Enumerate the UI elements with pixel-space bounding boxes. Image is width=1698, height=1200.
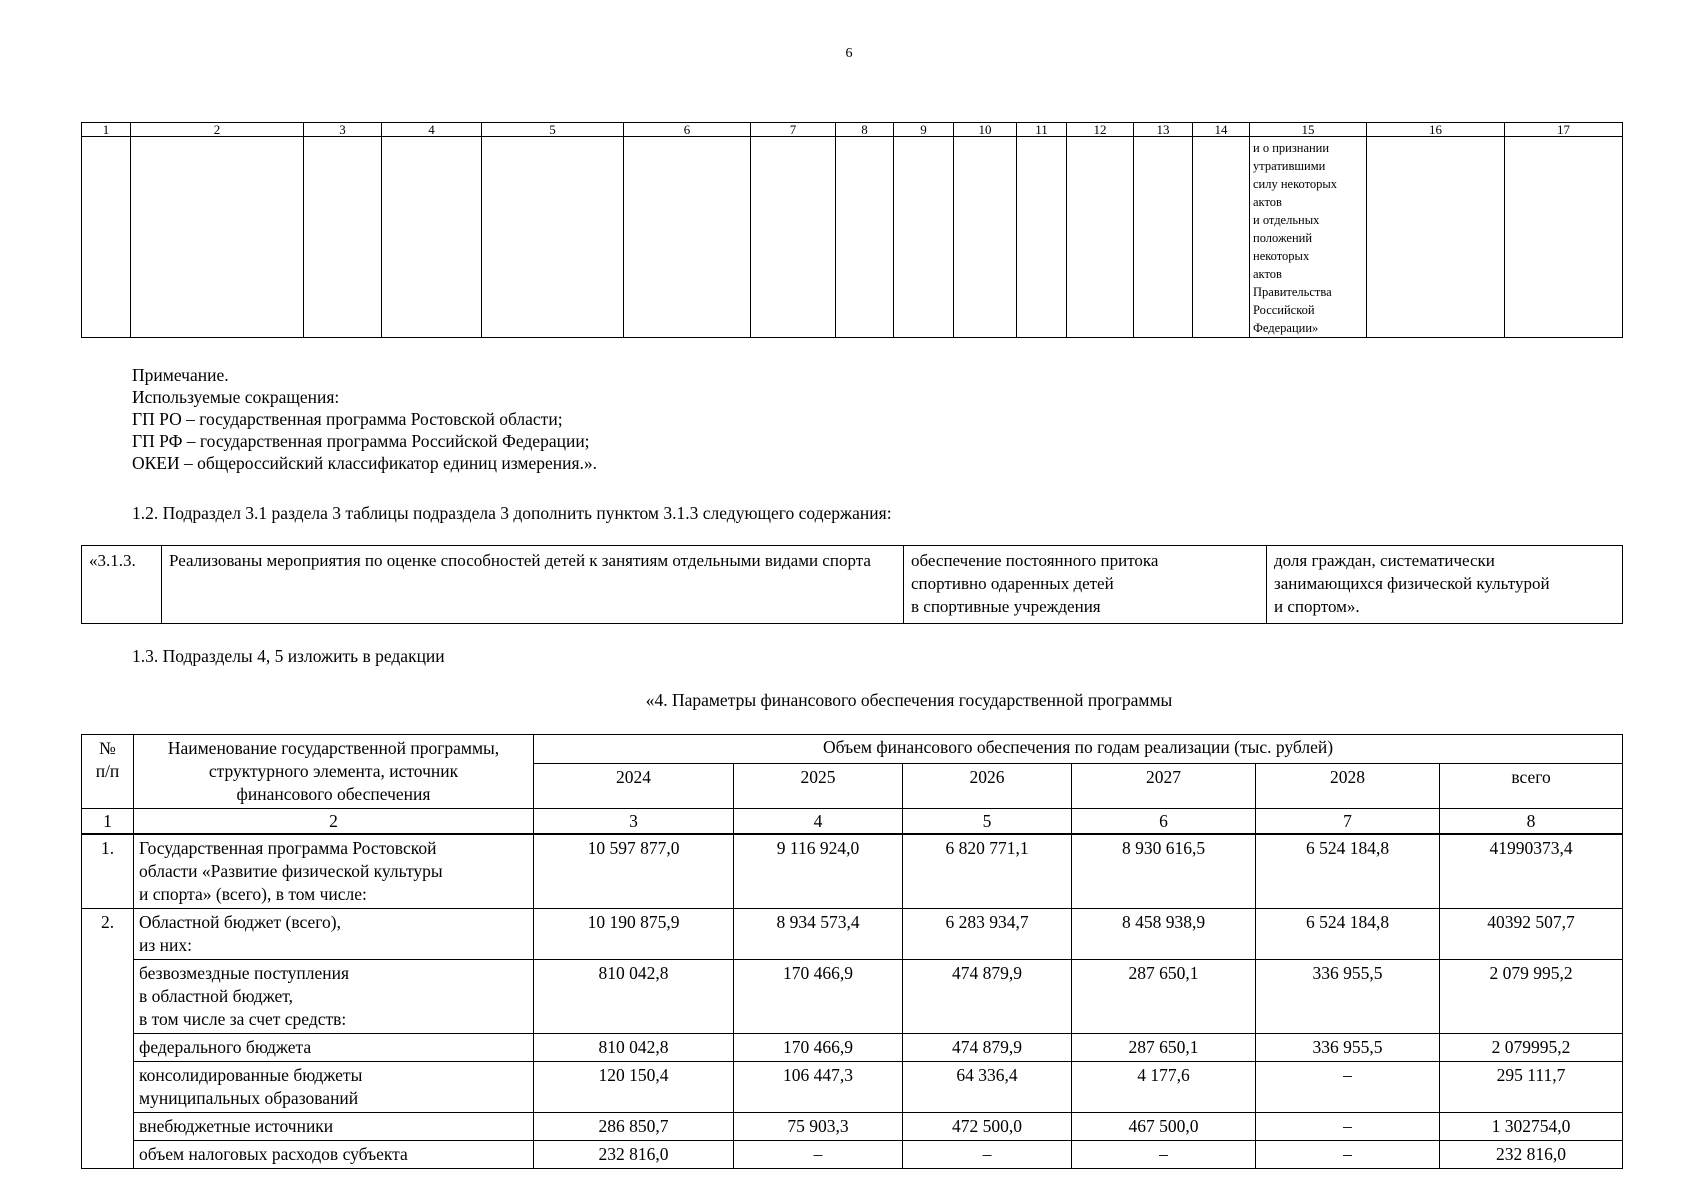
value-cell: 2 079995,2 [1440,1034,1623,1062]
value-cell: 467 500,0 [1072,1113,1256,1141]
cell-text-line: безвозмездные поступления [139,963,350,983]
table-cell [751,137,836,338]
item-number: «3.1.3. [82,546,162,624]
row-name-cell [134,1062,534,1113]
value-cell: – [734,1141,903,1169]
column-number-cell: 8 [1440,809,1623,835]
row-name-cell [134,909,534,960]
table-cell [1017,137,1067,338]
cell-text-line: консолидированные бюджеты [139,1065,363,1085]
paragraph-1-2: 1.2. Подраздел 3.1 раздела 3 таблицы подраздела 3 дополнить пунктом 3.1.3 следующего содержания: [132,503,892,523]
value-cell: 170 466,9 [734,1034,903,1062]
table-row [82,1062,1623,1113]
paragraph-1-3: 1.3. Подразделы 4, 5 изложить в редакции [132,646,445,666]
table-row [82,1113,1623,1141]
value-cell: 8 934 573,4 [734,909,903,960]
value-cell: 75 903,3 [734,1113,903,1141]
value-cell: 2 079 995,2 [1440,960,1623,1034]
header-year-cell: 2027 [1072,764,1256,809]
table-row [82,546,1623,624]
value-cell: 474 879,9 [903,1034,1072,1062]
cell-text-line: области «Развитие физической культуры [139,861,443,881]
column-number-cell: 3 [304,123,382,137]
cell-text-line: доля граждан, систематически [1274,551,1495,570]
value-cell: 232 816,0 [1440,1141,1623,1169]
column-number-cell: 8 [836,123,894,137]
header-num [82,735,134,809]
column-number-cell: 2 [134,809,534,835]
column-number-cell: 10 [954,123,1017,137]
value-cell: 287 650,1 [1072,960,1256,1034]
cell-text-line: в спортивные учреждения [911,597,1101,616]
header-text-line: № [99,738,116,758]
effect-cell [904,546,1267,624]
value-cell: 232 816,0 [534,1141,734,1169]
column-number-cell: 16 [1367,123,1505,137]
column-number-cell: 7 [1256,809,1440,835]
row-name-cell [134,960,534,1034]
table-cell [131,137,304,338]
cell-text-line: в областной бюджет, [139,986,293,1006]
value-cell: 336 955,5 [1256,1034,1440,1062]
column-number-cell: 15 [1250,123,1367,137]
value-cell: 9 116 924,0 [734,834,903,909]
header-text-line: финансового обеспечения [236,784,431,804]
table-cell [1067,137,1134,338]
section-title: «4. Параметры финансового обеспечения государственной программы [645,690,1173,710]
finance-table [81,734,1623,1169]
value-cell: 286 850,7 [534,1113,734,1141]
column-number-cell: 6 [624,123,751,137]
page-number: 6 [845,46,853,61]
value-cell: – [1256,1141,1440,1169]
table-row [82,834,1623,909]
table-cell [894,137,954,338]
value-cell: 10 597 877,0 [534,834,734,909]
column-number-cell: 1 [82,809,134,835]
cell-text-line: и спортом». [1274,597,1360,616]
header-name [134,735,534,809]
value-cell: 287 650,1 [1072,1034,1256,1062]
cell-text-line: Государственная программа Ростовской [139,838,437,858]
header-year-cell: 2028 [1256,764,1440,809]
table-cell [624,137,751,338]
column-number-cell: 12 [1067,123,1134,137]
value-cell: – [1256,1113,1440,1141]
table-cell [82,137,131,338]
value-cell: – [1256,1062,1440,1113]
value-cell: 1 302754,0 [1440,1113,1623,1141]
cell-text-line: утратившими [1253,159,1326,173]
value-cell: 472 500,0 [903,1113,1072,1141]
value-cell: 170 466,9 [734,960,903,1034]
value-cell: 4 177,6 [1072,1062,1256,1113]
value-cell: 120 150,4 [534,1062,734,1113]
header-year-cell: 2025 [734,764,903,809]
cell-text-line: федерального бюджета [139,1037,312,1057]
cell-text-line: спортивно одаренных детей [911,574,1114,593]
column-number-row [82,809,1623,835]
task-cell: Реализованы мероприятия по оценке способностей детей к занятиям отдельными видами спорта [162,546,904,624]
column-number-cell: 2 [131,123,304,137]
cell-text-line: некоторых [1253,249,1310,263]
table-cell [304,137,382,338]
cell-text-line: из них: [139,935,192,955]
header-text-line: Наименование государственной программы, [167,738,500,758]
value-cell: 6 283 934,7 [903,909,1072,960]
note-line: Примечание. [132,365,229,385]
column-number-cell: 1 [82,123,131,137]
column-number-cell: 6 [1072,809,1256,835]
cell-text-line: актов [1253,195,1282,209]
value-cell: 10 190 875,9 [534,909,734,960]
table-row [82,137,1623,338]
header-year-cell: 2026 [903,764,1072,809]
value-cell: 474 879,9 [903,960,1072,1034]
table-cell [482,137,624,338]
column-number-cell: 7 [751,123,836,137]
cell-text-line: занимающихся физической культурой [1274,574,1550,593]
value-cell: 336 955,5 [1256,960,1440,1034]
value-cell: 6 524 184,8 [1256,834,1440,909]
table-cell [1505,137,1623,338]
value-cell: 810 042,8 [534,960,734,1034]
value-cell: 8 458 938,9 [1072,909,1256,960]
value-cell: 6 524 184,8 [1256,909,1440,960]
cell-text-line: обеспечение постоянного притока [911,551,1159,570]
value-cell: 106 447,3 [734,1062,903,1113]
continuation-table [81,122,1623,338]
cell-text-line: и отдельных [1253,213,1320,227]
cell-text-line: Российской [1253,303,1315,317]
header-text-line: п/п [95,761,120,781]
cell-text-line: внебюджетные источники [139,1116,334,1136]
row-number-cell: 1. [82,834,134,909]
table-cell [1367,137,1505,338]
header-volume: Объем финансового обеспечения по годам реализации (тыс. рублей) [534,735,1623,764]
note-line: ОКЕИ – общероссийский классификатор единиц измерения.». [132,453,598,473]
cell-text-line: положений [1253,231,1313,245]
value-cell: 295 111,7 [1440,1062,1623,1113]
cell-text-line: и спорта» (всего), в том числе: [139,884,367,904]
note-line: Используемые сокращения: [132,387,340,407]
table-row [82,909,1623,960]
header-year-cell: всего [1440,764,1623,809]
cell-text-line: объем налоговых расходов субъекта [139,1144,408,1164]
cell-text-line: муниципальных образований [139,1088,359,1108]
cell-text-line: Правительства [1253,285,1332,299]
table-cell [836,137,894,338]
column-number-cell: 9 [894,123,954,137]
column-number-cell: 11 [1017,123,1067,137]
column-number-row [82,123,1623,137]
value-cell: – [903,1141,1072,1169]
table-cell [382,137,482,338]
row-3-1-3-table [81,545,1623,624]
column-number-cell: 4 [734,809,903,835]
table-row [82,960,1623,1034]
cell-text-line: силу некоторых [1253,177,1338,191]
table-cell [1250,137,1367,338]
row-name-cell [134,1113,534,1141]
table-row [82,1034,1623,1062]
value-cell: 64 336,4 [903,1062,1072,1113]
cell-text-line: и о признании [1253,141,1330,155]
cell-text-line: Областной бюджет (всего), [139,912,341,932]
note-line: ГП РФ – государственная программа Российской Федерации; [132,431,590,451]
table-cell [1193,137,1250,338]
value-cell: 810 042,8 [534,1034,734,1062]
row-name-cell [134,1034,534,1062]
column-number-cell: 4 [382,123,482,137]
table-row [82,1141,1623,1169]
cell-text-line: в том числе за счет средств: [139,1009,347,1029]
header-text-line: структурного элемента, источник [208,761,459,781]
column-number-cell: 13 [1134,123,1193,137]
value-cell: 41990373,4 [1440,834,1623,909]
header-year-cell: 2024 [534,764,734,809]
column-number-cell: 5 [482,123,624,137]
row-name-cell [134,834,534,909]
column-number-cell: 5 [903,809,1072,835]
table-cell [954,137,1017,338]
column-number-cell: 17 [1505,123,1623,137]
cell-text-line: Федерации» [1253,321,1319,335]
value-cell: – [1072,1141,1256,1169]
indicator-cell [1267,546,1623,624]
note-line: ГП РО – государственная программа Ростовской области; [132,409,563,429]
row-number-cell: 2. [82,909,134,1169]
value-cell: 8 930 616,5 [1072,834,1256,909]
table-cell [1134,137,1193,338]
row-name-cell [134,1141,534,1169]
header-row [82,735,1623,764]
cell-text-line: актов [1253,267,1282,281]
value-cell: 6 820 771,1 [903,834,1072,909]
value-cell: 40392 507,7 [1440,909,1623,960]
column-number-cell: 3 [534,809,734,835]
column-number-cell: 14 [1193,123,1250,137]
note-block [132,364,597,474]
